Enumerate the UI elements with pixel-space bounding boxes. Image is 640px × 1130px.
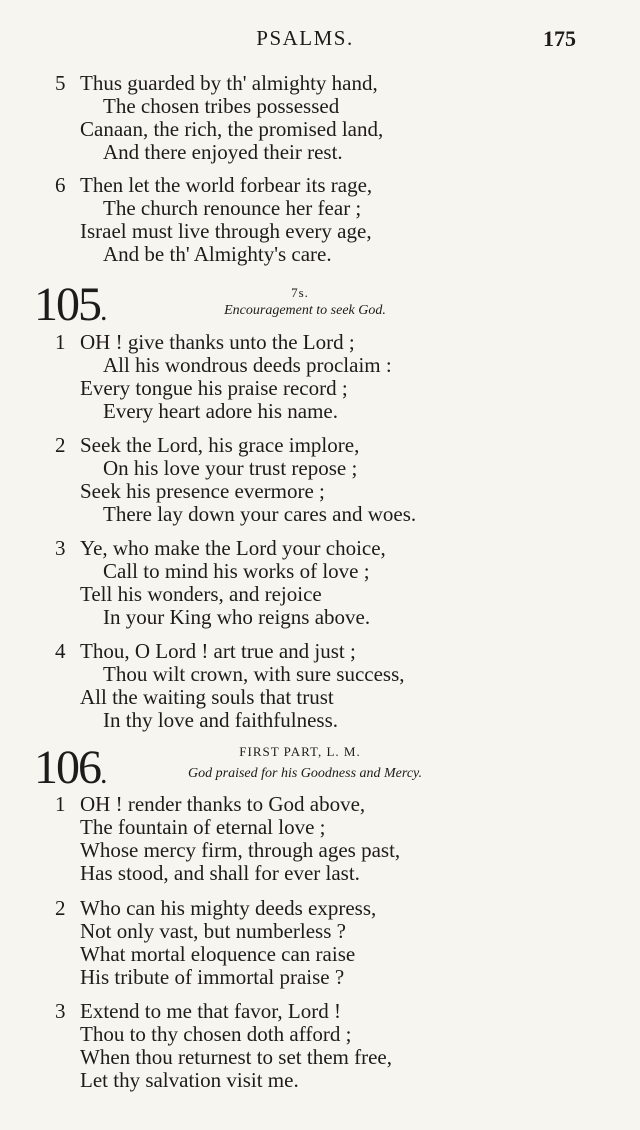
verse-line: The chosen tribes possessed: [103, 94, 340, 118]
hymn-subtitle: God praised for his Goodness and Mercy.: [188, 766, 422, 781]
verse-line: His tribute of immortal praise ?: [80, 965, 345, 989]
page-number: 175: [543, 26, 576, 51]
verse-line: The fountain of eternal love ;: [80, 815, 326, 839]
stanza-number: 1: [55, 330, 66, 354]
hymn-meter: 7s.: [291, 285, 309, 300]
stanza-number: 2: [55, 433, 66, 457]
verse-line: Seek his presence evermore ;: [80, 479, 325, 503]
stanza-3: [0, 1000, 620, 1092]
stanza-number: 2: [55, 896, 66, 920]
stanza-number: 3: [55, 999, 66, 1023]
verse-line: Seek the Lord, his grace implore,: [80, 433, 360, 457]
verse-line: Israel must live through every age,: [80, 219, 372, 243]
hymn-number-105: 105.: [34, 278, 106, 331]
stanza-2: [0, 434, 620, 526]
stanza-3: [0, 537, 620, 629]
verse-line: Then let the world forbear its rage,: [80, 173, 373, 197]
stanza-number: 6: [55, 173, 66, 197]
stanza-number: 3: [55, 536, 66, 560]
verse-line: Not only vast, but numberless ?: [80, 919, 346, 943]
verse-line: All his wondrous deeds proclaim :: [103, 353, 392, 377]
verse-line: And be th' Almighty's care.: [103, 242, 332, 266]
verse-line: The church renounce her fear ;: [103, 196, 362, 220]
verse-line: There lay down your cares and woes.: [103, 502, 417, 526]
hymn-number-106: 106.: [34, 741, 106, 794]
verse-line: In your King who reigns above.: [103, 605, 371, 629]
verse-line: Thus guarded by th' almighty hand,: [80, 71, 378, 95]
running-header: PSALMS.: [256, 26, 354, 50]
verse-line: Let thy salvation visit me.: [80, 1068, 299, 1092]
hymn-subtitle: Encouragement to seek God.: [224, 303, 386, 318]
verse-line: Thou, O Lord ! art true and just ;: [80, 639, 356, 663]
verse-line: When thou returnest to set them free,: [80, 1045, 392, 1069]
verse-line: Ye, who make the Lord your choice,: [80, 536, 386, 560]
verse-line: Every tongue his praise record ;: [80, 376, 348, 400]
verse-line: Thou to thy chosen doth afford ;: [80, 1022, 352, 1046]
verse-line: On his love your trust repose ;: [103, 456, 358, 480]
verse-line: Call to mind his works of love ;: [103, 559, 370, 583]
verse-line: Has stood, and shall for ever last.: [80, 861, 360, 885]
verse-line: Who can his mighty deeds express,: [80, 896, 377, 920]
verse-line: OH ! give thanks unto the Lord ;: [80, 330, 355, 354]
verse-line: Canaan, the rich, the promised land,: [80, 117, 384, 141]
verse-line: Thou wilt crown, with sure success,: [103, 662, 405, 686]
stanza-1: [0, 793, 620, 885]
stanza-number: 4: [55, 639, 66, 663]
verse-line: What mortal eloquence can raise: [80, 942, 356, 966]
stanza-1: [0, 331, 620, 423]
verse-line: Every heart adore his name.: [103, 399, 338, 423]
stanza-number: 5: [55, 71, 66, 95]
verse-line: In thy love and faithfulness.: [103, 708, 339, 732]
verse-line: Extend to me that favor, Lord !: [80, 999, 341, 1023]
stanza-2: [0, 897, 620, 989]
stanza-6: [0, 174, 620, 266]
stanza-number: 1: [55, 792, 66, 816]
verse-line: And there enjoyed their rest.: [103, 140, 343, 164]
verse-line: All the waiting souls that trust: [80, 685, 334, 709]
verse-line: Whose mercy firm, through ages past,: [80, 838, 401, 862]
verse-line: Tell his wonders, and rejoice: [80, 582, 322, 606]
verse-line: OH ! render thanks to God above,: [80, 792, 366, 816]
hymn-meter: FIRST PART, L. M.: [239, 744, 361, 759]
stanza-4: [0, 640, 620, 732]
stanza-5: [0, 72, 620, 164]
